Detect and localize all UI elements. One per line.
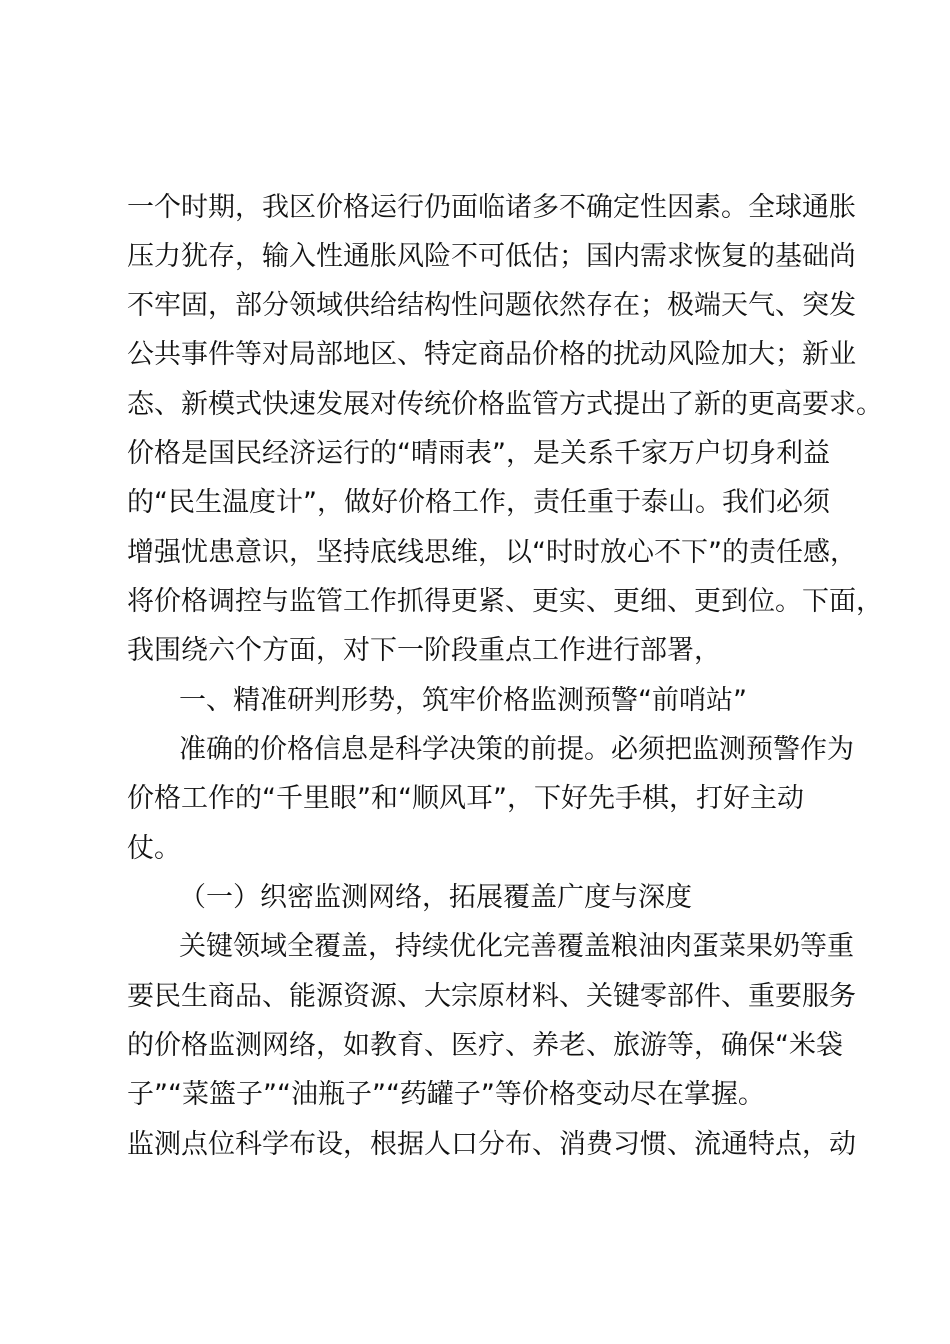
body-text-line: 的“民生温度计”，做好价格工作，责任重于泰山。我们必须 — [127, 487, 830, 518]
body-text-line: 的价格监测网络，如教育、医疗、养老、旅游等，确保“米袋 — [127, 1030, 843, 1061]
body-text-line: 态、新模式快速发展对传统价格监管方式提出了新的更高要求。 — [127, 389, 883, 420]
body-text-line: 仗。 — [127, 833, 181, 864]
body-text-line: 关键领域全覆盖，持续优化完善覆盖粮油肉蛋菜果奶等重 — [179, 931, 854, 962]
body-text-line: 压力犹存，输入性通胀风险不可低估；国内需求恢复的基础尚 — [127, 241, 856, 272]
body-text-line: 子”“菜篮子”“油瓶子”“药罐子”等价格变动尽在掌握。 — [127, 1079, 765, 1110]
body-text-line: 我围绕六个方面，对下一阶段重点工作进行部署， — [127, 635, 721, 666]
body-text-line: 一个时期，我区价格运行仍面临诸多不确定性因素。全球通胀 — [127, 192, 856, 223]
section-heading: 一、精准研判形势，筑牢价格监测预警“前哨站” — [179, 685, 747, 716]
body-text-line: 监测点位科学布设，根据人口分布、消费习惯、流通特点，动 — [127, 1129, 856, 1160]
body-text-line: 价格是国民经济运行的“晴雨表”，是关系千家万户切身利益 — [127, 438, 830, 469]
body-text-line: 公共事件等对局部地区、特定商品价格的扰动风险加大；新业 — [127, 339, 856, 370]
body-text-line: 将价格调控与监管工作抓得更紧、更实、更细、更到位。下面， — [127, 586, 883, 617]
subsection-heading: （一）织密监测网络，拓展覆盖广度与深度 — [179, 882, 692, 913]
body-text-line: 不牢固，部分领域供给结构性问题依然存在；极端天气、突发 — [127, 290, 856, 321]
body-text-line: 准确的价格信息是科学决策的前提。必须把监测预警作为 — [179, 734, 854, 765]
body-text-line: 价格工作的“千里眼”和“顺风耳”，下好先手棋，打好主动 — [127, 783, 804, 814]
body-text-line: 要民生商品、能源资源、大宗原材料、关键零部件、重要服务 — [127, 981, 856, 1012]
body-text-line: 增强忧患意识，坚持底线思维，以“时时放心不下”的责任感， — [127, 537, 857, 568]
